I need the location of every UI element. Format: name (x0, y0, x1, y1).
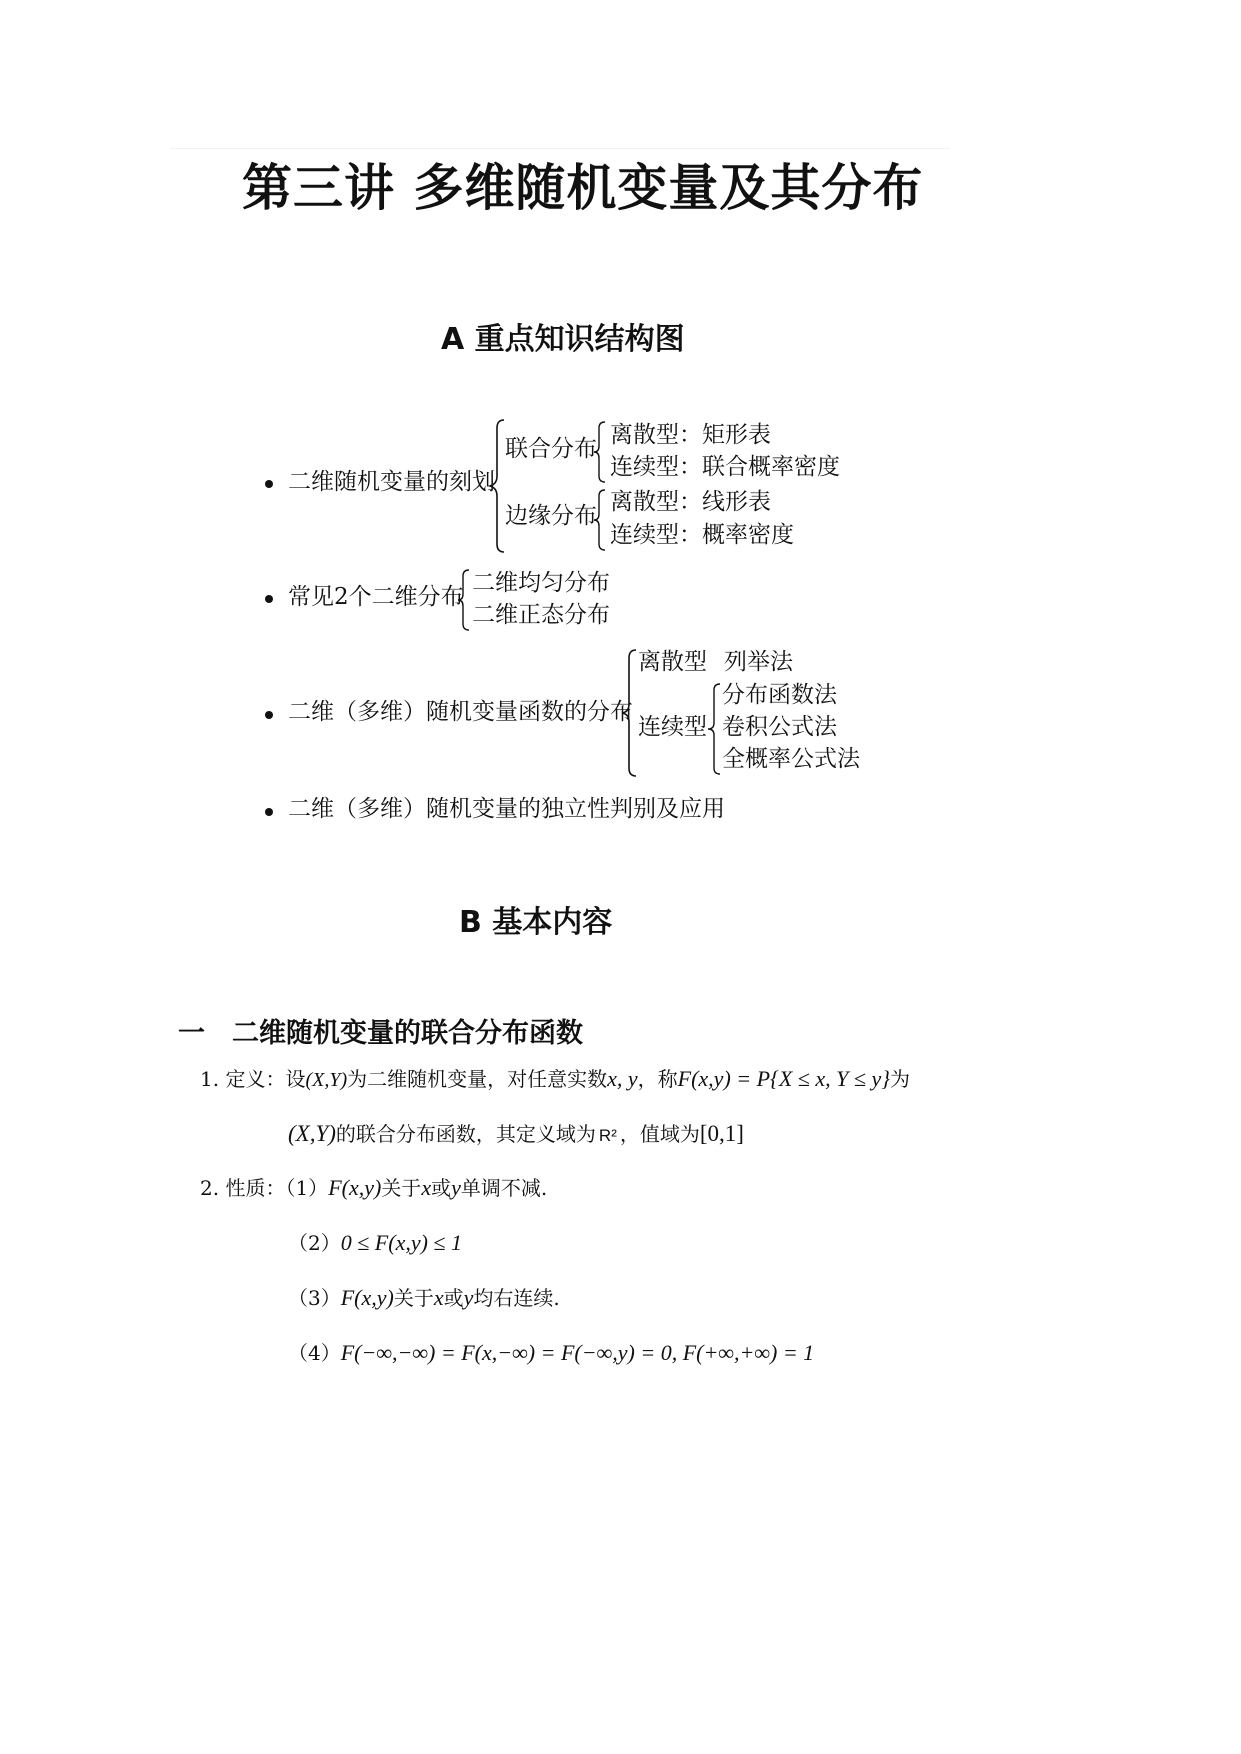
prop-1-f: F(x,y) (328, 1175, 382, 1200)
item3-discrete: 离散型 (638, 649, 707, 675)
prop-3-x: x (433, 1285, 444, 1310)
def-text-1: 设 (285, 1067, 306, 1091)
prop-2-num: （2） (288, 1231, 341, 1255)
def-range-text: ，值域为 (619, 1122, 700, 1146)
bullet (265, 808, 273, 816)
prop-2 (288, 1232, 462, 1254)
joint-continuous: 连续型：联合概率密度 (610, 454, 840, 480)
prop-1-end: 单调不减. (460, 1176, 548, 1200)
item2-label: 常见2个二维分布 (288, 584, 464, 610)
prop-3-text: 关于 (393, 1286, 434, 1310)
prop-3-end: 均右连续. (473, 1286, 560, 1310)
def-text-4: 为 (890, 1067, 911, 1091)
prop-4-f: F(−∞,−∞) = F(x,−∞) = F(−∞,y) = 0, F(+∞,+∞) = 1 (340, 1340, 815, 1365)
item2-b: 二维正态分布 (472, 602, 610, 628)
def-line2-text: 的联合分布函数，其定义域为 (335, 1122, 596, 1146)
def-line2-xy: (X,Y) (288, 1121, 336, 1146)
prop-3-f: F(x,y) (340, 1285, 394, 1310)
prop-4-num: （4） (288, 1341, 341, 1365)
def-domain: R² (598, 1126, 617, 1145)
item3-discrete-method: 列举法 (724, 649, 793, 675)
joint-discrete: 离散型：矩形表 (610, 422, 771, 448)
def-range: [0,1] (699, 1121, 744, 1146)
method-3: 全概率公式法 (722, 746, 860, 772)
subsection-title: 二维随机变量的联合分布函数 (232, 1018, 583, 1049)
marginal-continuous: 连续型：概率密度 (610, 522, 794, 548)
prop-3 (288, 1287, 560, 1309)
def-text-2: 为二维随机变量，对任意实数 (347, 1067, 608, 1091)
def-line-2 (288, 1122, 744, 1145)
prop-4 (288, 1342, 814, 1364)
item3-label: 二维（多维）随机变量函数的分布 (288, 699, 633, 725)
joint-label: 联合分布 (505, 436, 597, 462)
brace-item3 (620, 648, 640, 778)
prop-1 (200, 1177, 547, 1199)
prop-1-x: x (421, 1175, 432, 1200)
def-text-3: ，称 (637, 1067, 678, 1091)
item4-label: 二维（多维）随机变量的独立性判别及应用 (288, 796, 725, 822)
def-formula: F(x,y) = P{X ≤ x, Y ≤ y} (677, 1066, 891, 1091)
prop-3-or: 或 (443, 1286, 464, 1310)
method-2: 卷积公式法 (722, 714, 837, 740)
section-b-heading: B 基本内容 (459, 905, 613, 940)
brace-joint (592, 420, 608, 484)
prop-2-f: 0 ≤ F(x,y) ≤ 1 (340, 1230, 463, 1255)
brace-marginal (592, 488, 608, 552)
section-a-heading: A 重点知识结构图 (441, 322, 685, 357)
def-line-1 (200, 1068, 910, 1090)
prop-3-num: （3） (288, 1286, 341, 1310)
prop-1-or: 或 (431, 1176, 452, 1200)
subsection-number: 一 (178, 1018, 205, 1049)
item1-label: 二维随机变量的刻划 (288, 469, 495, 495)
def-xy: (X,Y) (305, 1069, 348, 1091)
prop-1-num: （1） (285, 1176, 329, 1200)
prop-1-text: 关于 (381, 1176, 422, 1200)
item3-continuous: 连续型 (638, 714, 707, 740)
bullet (265, 480, 273, 488)
item2-a: 二维均匀分布 (472, 570, 610, 596)
brace-item2 (456, 568, 472, 632)
def-label: 1. 定义： (200, 1067, 286, 1091)
marginal-label: 边缘分布 (505, 503, 597, 529)
page-title: 第三讲 多维随机变量及其分布 (242, 159, 924, 217)
props-label: 2. 性质： (200, 1176, 286, 1200)
bullet (265, 595, 273, 603)
prop-1-y: y (451, 1175, 461, 1200)
prop-3-y: y (463, 1285, 474, 1310)
def-vars: x, y (607, 1066, 638, 1091)
method-1: 分布函数法 (722, 682, 837, 708)
marginal-discrete: 离散型：线形表 (610, 489, 771, 515)
bullet (265, 711, 273, 719)
